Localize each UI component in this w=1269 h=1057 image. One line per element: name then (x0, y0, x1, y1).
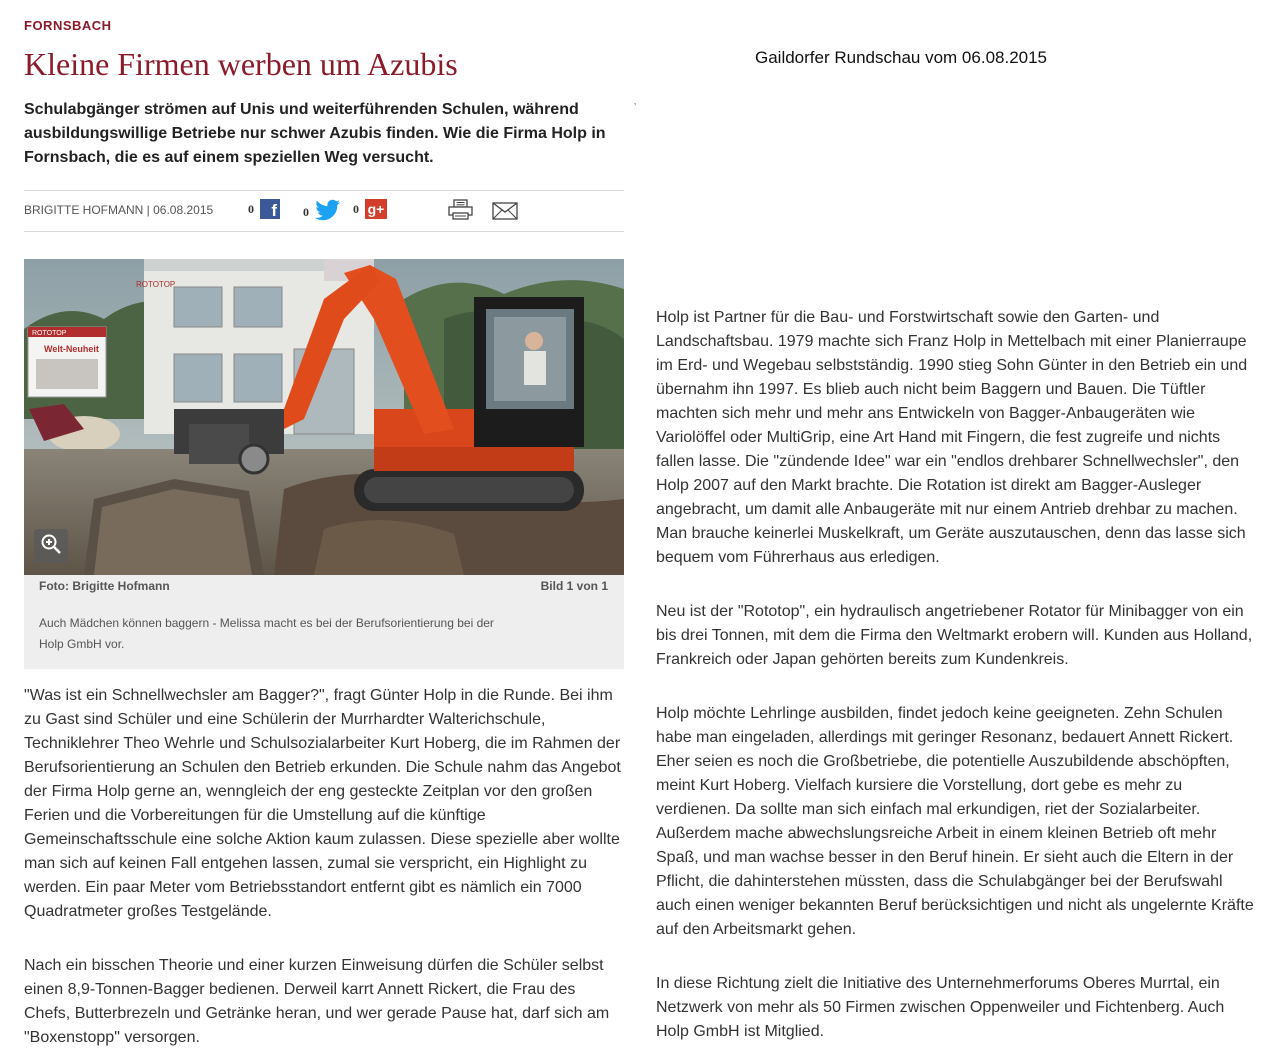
photo-credit: Foto: Brigitte Hofmann (39, 579, 170, 593)
mail-icon[interactable] (492, 202, 518, 225)
photo-caption: Auch Mädchen können baggern - Melissa macht es bei der Berufsorientierung bei der Holp GmbH vor. (39, 616, 494, 651)
print-icon[interactable] (448, 199, 474, 226)
google-plus-icon: g+ (365, 199, 387, 219)
twitter-share-button[interactable] (303, 199, 341, 226)
article-lead: Schulabgänger strömen auf Unis und weiterführenden Schulen, während ausbildungswillige Betriebe nur schwer Azubis finden. Wie die Firma Holp in Fornsbach, die es auf einem speziellen Weg versucht. (24, 101, 606, 166)
body-paragraph: Holp ist Partner für die Bau- und Forstwirtschaft sowie den Garten- und Landschaftsbau. 1979 machte sich Franz Holp in Mettelbach mit einer Planierraupe im Erd- und Wegebau selbstständig. 1990 stieg Sohn Günter in den Betrieb ein und übernahm ihn 1997. Es blieb auch nicht beim Baggern und Bauen. Die Tüftler machten sich mehr und mehr ans Entwickeln von Bagger-Anbaugeräten wie Variolöffel oder MultiGrip, eine Art Hand mit Fingern, die fest zugreife und nichts fallen lasse. Die "zündende Idee" war ein "endlos drehbarer Schnellwechsler", den Holp 2007 auf den Markt brachte. Die Rotation ist direkt am Bagger-Ausleger angebracht, um damit alle Anbaugeräte mit nur einem Antrieb drehbar zu machen. Man brauche keinerlei Muskelkraft, um Geräte auszutauschen, denn das lasse sich bequem vom Führerhaus aus erledigen. (656, 309, 1248, 566)
facebook-share-button[interactable] (248, 199, 280, 219)
googleplus-share-button[interactable] (353, 199, 387, 219)
section-label[interactable]: FORNSBACH (24, 18, 112, 33)
byline: BRIGITTE HOFMANN | 06.08.2015 (24, 203, 214, 217)
article-title: Kleine Firmen werben um Azubis (24, 46, 458, 82)
zoom-button[interactable] (34, 529, 68, 563)
twitter-icon (315, 199, 341, 226)
googleplus-share-count: 0 (353, 201, 359, 216)
body-paragraph: Nach ein bisschen Theorie und einer kurzen Einweisung dürfen die Schüler selbst einen 8,9-Tonnen-Bagger bedienen. Derweil karrt Annett Rickert, die Frau des Chefs, Butterbrezeln und Getränke heran, und wer gerade Pause hat, darf sich am "Boxenstopp" versorgen. (24, 957, 610, 1046)
article-figure (24, 259, 624, 669)
source-note: Gaildorfer Rundschau vom 06.08.2015 (755, 48, 1048, 67)
article-photo[interactable] (24, 259, 624, 575)
twitter-share-count: 0 (303, 205, 309, 219)
meta-bar (24, 190, 624, 232)
body-paragraph: "Was ist ein Schnellwechsler am Bagger?", fragt Günter Holp in die Runde. Bei ihm zu Gast sind Schüler und eine Schülerin der Murrhardter Walterichschule, Techniklehrer Theo Wehrle und Schulsozialarbeiter Kurt Hoberg, die im Rahmen der Berufsorientierung an Schulen den Betrieb erkunden. Die Schule nahm das Angebot der Firma Holp gerne an, wenngleich der eng gesteckte Zeitplan vor den großen Ferien und die Vorbereitungen für die Umstellung auf die künftige Gemeinschaftsschule eine solche Aktion kaum zulassen. Diese spezielle aber wollte man sich auf keinen Fall entgehen lassen, zumal sie verspricht, ein Highlight zu werden. Ein paar Meter vom Betriebsstandort entfernt gibt es nämlich ein 7000 Quadratmeter großes Testgelände. (24, 687, 621, 920)
stray-mark: ‚ (634, 96, 637, 107)
body-paragraph: Holp möchte Lehrlinge ausbilden, findet jedoch keine geeigneten. Zehn Schulen habe man eingeladen, allerdings mit geringer Resonanz, bedauert Annett Rickert. Eher seien es noch die Großbetriebe, die potentielle Auszubildende abschöpften, meint Kurt Hoberg. Vielfach kursiere die Vorstellung, dort gebe es mehr zu verdienen. Da sollte man sich einfach mal erkundigen, riet der Sozialarbeiter. Außerdem mache abwechslungsreiche Arbeit in einem kleinen Betrieb oft mehr Spaß, und man wachse besser in den Beruf hinein. Er sieht auch die Eltern in der Pflicht, die dahinterstehen müssten, dass die Schulabgänger bei der Berufswahl auch einen weniger bekannten Beruf berücksichtigen und nicht als ungelernte Kräfte auf den Arbeitsmarkt gehen. (656, 705, 1254, 938)
image-counter: Bild 1 von 1 (540, 579, 608, 593)
facebook-share-count: 0 (248, 201, 254, 216)
photo-sign-text: Welt-Neuheit (44, 344, 99, 354)
photo-sign-brand: ROTOTOP (32, 330, 67, 337)
svg-text:ROTOTOP: ROTOTOP (136, 280, 176, 289)
zoom-in-icon (40, 533, 62, 560)
facebook-icon: f (260, 199, 280, 219)
body-paragraph: Neu ist der "Rototop", ein hydraulisch angetriebener Rotator für Minibagger von ein bis drei Tonnen, mit dem die Firma den Weltmarkt erobern will. Kunden aus Holland, Frankreich oder Japan gehörten bereits zum Kundenkreis. (656, 603, 1253, 668)
body-paragraph: In diese Richtung zielt die Initiative des Unternehmerforums Oberes Murrtal, ein Netzwerk von mehr als 50 Firmen zwischen Oppenweiler und Fichtenberg. Auch Holp GmbH ist Mitglied. (656, 975, 1225, 1040)
